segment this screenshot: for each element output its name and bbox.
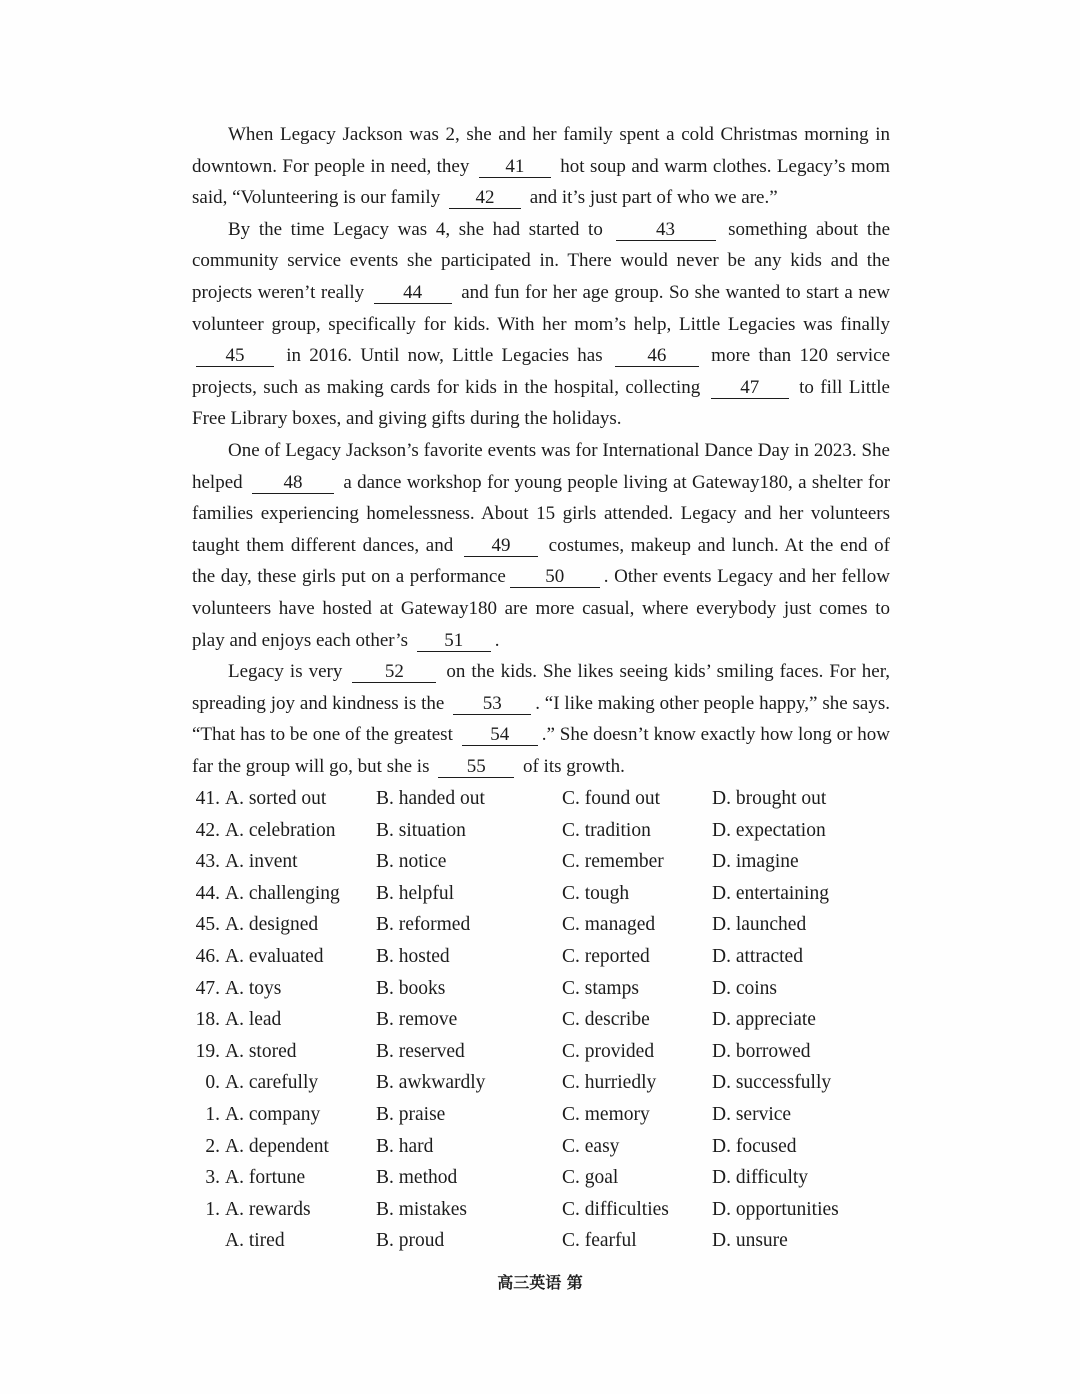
- text: something about the community service events she participated in. There would never be any kids and the projects weren’t really: [192, 218, 891, 303]
- text: on the kids. She likes seeing kids’ smiling faces. For her, spreading joy and kindness is the: [192, 661, 891, 714]
- question-number: 3.: [205, 1167, 220, 1189]
- question-number: 44.: [195, 882, 220, 904]
- option-a: A. carefully: [225, 1072, 319, 1094]
- option-row: [186, 1067, 906, 1099]
- option-b: B. hosted: [376, 945, 450, 967]
- option-row: [186, 878, 906, 910]
- option-a: A. dependent: [225, 1135, 329, 1157]
- option-a: A. company: [225, 1103, 321, 1125]
- text: in 2016. Until now, Little Legacies has: [286, 345, 603, 367]
- blank-52: 52: [352, 662, 436, 683]
- blank-48: 48: [252, 473, 334, 494]
- option-row: [186, 783, 906, 815]
- blank-55: 55: [438, 757, 514, 778]
- option-row: [186, 1004, 906, 1036]
- option-b: B. hard: [376, 1135, 434, 1157]
- option-d: D. unsure: [712, 1230, 788, 1252]
- option-row: [186, 973, 906, 1005]
- blank-45: 45: [196, 346, 274, 367]
- option-row: [186, 1131, 906, 1163]
- text: One of Legacy Jackson’s favorite events was for International Dance Day in 2023. She helped: [192, 439, 890, 493]
- option-a: A. toys: [225, 977, 282, 999]
- blank-54: 54: [462, 725, 538, 746]
- option-d: D. appreciate: [712, 1009, 816, 1031]
- blank-47: 47: [711, 378, 789, 399]
- option-a: A. invent: [225, 851, 298, 873]
- text: Legacy is very: [228, 661, 343, 683]
- cloze-passage: [192, 119, 890, 782]
- option-a: A. lead: [225, 1009, 282, 1031]
- question-number: 18.: [195, 1009, 220, 1031]
- text: to fill Little Free Library boxes, and giving gifts during the holidays.: [192, 376, 890, 430]
- question-number: 47.: [195, 977, 220, 999]
- option-b: B. awkwardly: [376, 1072, 486, 1094]
- option-a: A. rewards: [225, 1198, 311, 1220]
- option-b: B. mistakes: [376, 1198, 467, 1220]
- option-d: D. entertaining: [712, 882, 829, 904]
- option-row: [186, 1099, 906, 1131]
- option-c: C. found out: [562, 788, 661, 809]
- option-d: D. launched: [712, 914, 807, 936]
- paragraph-3: [192, 435, 890, 656]
- text: .: [494, 629, 500, 651]
- question-number: 1.: [205, 1103, 220, 1125]
- option-row: [186, 1036, 906, 1068]
- option-c: C. stamps: [562, 977, 639, 999]
- option-c: C. difficulties: [562, 1198, 669, 1220]
- option-d: D. imagine: [712, 851, 799, 873]
- question-number: 1.: [205, 1198, 220, 1220]
- option-c: C. hurriedly: [562, 1072, 657, 1094]
- text: hot soup and warm clothes. Legacy’s mom said, “Volunteering is our family: [192, 155, 891, 209]
- option-a: A. stored: [225, 1040, 297, 1062]
- blank-50: 50: [510, 567, 600, 588]
- option-b: B. reserved: [376, 1040, 465, 1062]
- option-d: D. expectation: [712, 819, 826, 841]
- option-b: B. remove: [376, 1009, 458, 1031]
- option-b: B. reformed: [376, 914, 471, 936]
- blank-49: 49: [464, 536, 538, 557]
- option-d: D. coins: [712, 977, 777, 999]
- option-row: [186, 1194, 906, 1226]
- option-c: C. fearful: [562, 1230, 637, 1252]
- question-number: 2.: [205, 1135, 220, 1157]
- question-number: 42.: [195, 819, 220, 841]
- text: of its growth.: [522, 755, 625, 777]
- option-b: B. handed out: [376, 788, 485, 809]
- option-b: B. notice: [376, 851, 447, 873]
- page-footer: 高三英语 第: [497, 1273, 583, 1292]
- text: a dance workshop for young people living at Gateway180, a shelter for families experiencing homelessness. About 15 girls attended. Legacy and her volunteers taught them different dances, and: [192, 471, 891, 556]
- text: By the time Legacy was 4, she had started to: [228, 218, 603, 240]
- text: and it’s just part of who we are.”: [529, 187, 778, 209]
- option-a: A. challenging: [225, 882, 340, 904]
- option-c: C. reported: [562, 945, 650, 967]
- option-c: C. provided: [562, 1040, 655, 1062]
- paragraph-2: [192, 214, 890, 435]
- option-c: C. memory: [562, 1103, 650, 1125]
- text: .” She doesn’t know exactly how long or how far the group will go, but she is: [192, 724, 890, 777]
- blank-53: 53: [453, 694, 531, 715]
- option-c: C. tradition: [562, 819, 651, 841]
- option-c: C. remember: [562, 851, 664, 873]
- option-row: [186, 846, 906, 878]
- paragraph-4: [192, 656, 890, 782]
- text: and fun for her age group. So she wanted to start a new volunteer group, specifically for kids. With her mom’s help, Little Legacies was finally: [192, 281, 890, 335]
- option-b: B. method: [376, 1167, 458, 1189]
- option-row: [186, 1225, 906, 1257]
- question-number: 41.: [195, 788, 220, 809]
- question-number: 46.: [195, 945, 220, 967]
- blank-42: 42: [449, 188, 521, 209]
- option-b: B. proud: [376, 1230, 445, 1252]
- option-c: C. easy: [562, 1135, 620, 1157]
- option-d: D. service: [712, 1103, 792, 1125]
- answer-options: [186, 783, 906, 1257]
- option-d: D. attracted: [712, 945, 803, 967]
- option-d: D. borrowed: [712, 1040, 811, 1062]
- option-a: A. celebration: [225, 819, 336, 841]
- text: more than 120 service projects, such as making cards for kids in the hospital, collecting: [192, 345, 890, 398]
- option-b: B. praise: [376, 1103, 446, 1125]
- blank-41: 41: [479, 157, 551, 178]
- option-d: D. focused: [712, 1135, 797, 1157]
- question-number: 0.: [205, 1072, 220, 1094]
- option-d: D. brought out: [712, 788, 827, 809]
- option-row: [186, 941, 906, 973]
- option-b: B. situation: [376, 819, 466, 841]
- option-a: A. tired: [225, 1230, 285, 1252]
- option-a: A. fortune: [225, 1167, 306, 1189]
- option-b: B. books: [376, 977, 446, 999]
- question-number: 19.: [195, 1040, 220, 1062]
- option-c: C. describe: [562, 1009, 650, 1031]
- option-a: A. evaluated: [225, 945, 324, 967]
- text: . Other events Legacy and her fellow volunteers have hosted at Gateway180 are more casual, where everybody just comes to play and enjoys each other’s: [192, 566, 891, 651]
- option-b: B. helpful: [376, 882, 454, 904]
- option-row: [186, 1162, 906, 1194]
- blank-44: 44: [374, 283, 452, 304]
- option-row: [186, 815, 906, 847]
- text: When Legacy Jackson was 2, she and her family spent a cold Christmas morning in downtown. For people in need, they: [192, 124, 890, 177]
- option-row: [186, 909, 906, 941]
- blank-46: 46: [615, 346, 699, 367]
- option-d: D. successfully: [712, 1072, 832, 1094]
- option-c: C. tough: [562, 882, 630, 904]
- blank-51: 51: [417, 631, 491, 652]
- option-d: D. difficulty: [712, 1167, 809, 1189]
- paragraph-1: [192, 119, 890, 214]
- text: costumes, makeup and lunch. At the end of the day, these girls put on a performance: [192, 534, 890, 588]
- option-a: A. designed: [225, 914, 319, 936]
- option-c: C. managed: [562, 914, 656, 936]
- question-number: 43.: [195, 851, 220, 873]
- option-d: D. opportunities: [712, 1198, 839, 1220]
- option-c: C. goal: [562, 1167, 619, 1189]
- text: . “I like making other people happy,” she says. “That has to be one of the greatest: [192, 692, 890, 746]
- option-a: A. sorted out: [225, 788, 327, 809]
- question-number: 45.: [195, 914, 220, 936]
- blank-43: 43: [616, 220, 716, 241]
